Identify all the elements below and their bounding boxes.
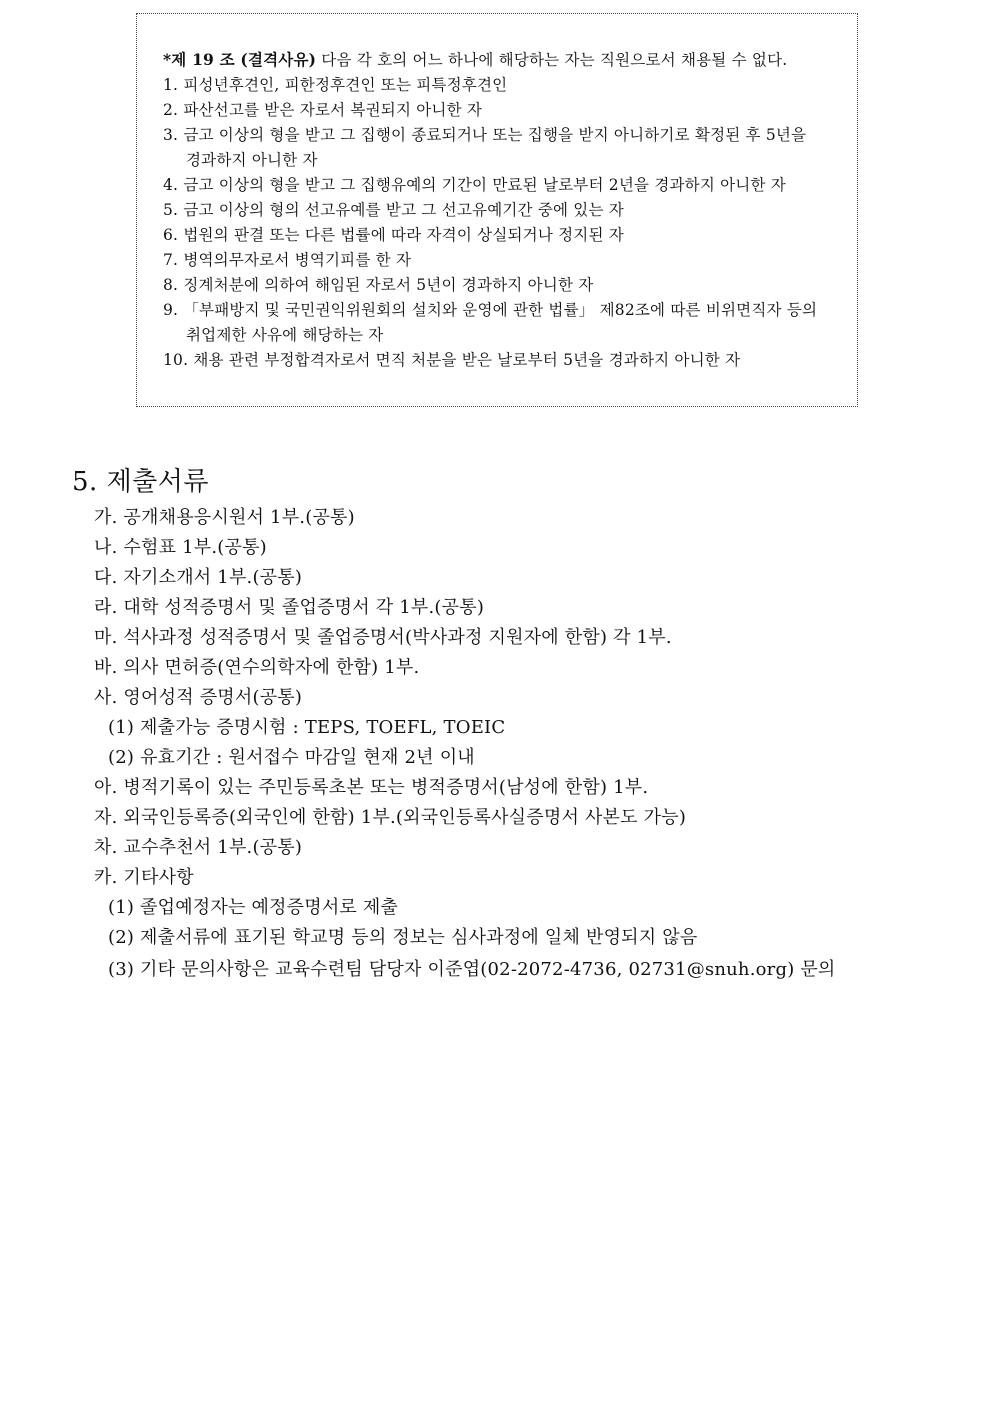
disqualification-item: 4. 금고 이상의 형을 받고 그 집행유예의 기간이 만료된 날로부터 2년을 경과하지 아니한 자 <box>163 176 786 194</box>
disqualification-item-continued: 취업제한 사유에 해당하는 자 <box>186 326 384 344</box>
document-item: 카. 기타사항 <box>94 867 194 888</box>
disqualification-item-continued: 경과하지 아니한 자 <box>186 151 318 169</box>
disqualification-item: 10. 채용 관련 부정합격자로서 면직 처분을 받은 날로부터 5년을 경과하지 아니한 자 <box>163 351 741 369</box>
document-item: 바. 의사 면허증(연수의학자에 한함) 1부. <box>94 657 420 678</box>
section-title: 5. 제출서류 <box>72 467 210 497</box>
heading-text: 다음 각 호의 어느 하나에 해당하는 자는 직원으로서 채용될 수 없다. <box>316 51 788 69</box>
document-subitem: (1) 졸업예정자는 예정증명서로 제출 <box>108 897 399 918</box>
disqualification-item: 5. 금고 이상의 형의 선고유예를 받고 그 선고유예기간 중에 있는 자 <box>163 201 624 219</box>
document-item: 라. 대학 성적증명서 및 졸업증명서 각 1부.(공통) <box>94 597 485 618</box>
document-item: 가. 공개채용응시원서 1부.(공통) <box>94 507 355 528</box>
disqualification-item: 3. 금고 이상의 형을 받고 그 집행이 종료되거나 또는 집행을 받지 아니하기로 확정된 후 5년을 <box>163 126 807 144</box>
disqualification-heading <box>163 50 787 70</box>
article-number: *제 19 조 (결격사유) <box>163 50 317 69</box>
document-item: 마. 석사과정 성적증명서 및 졸업증명서(박사과정 지원자에 한함) 각 1부. <box>94 627 672 648</box>
document-subitem: (2) 제출서류에 표기된 학교명 등의 정보는 심사과정에 일체 반영되지 않음 <box>108 927 698 948</box>
document-subitem: (2) 유효기간 : 원서접수 마감일 현재 2년 이내 <box>108 747 475 768</box>
disqualification-item: 8. 징계처분에 의하여 해임된 자로서 5년이 경과하지 아니한 자 <box>163 276 594 294</box>
document-item: 나. 수험표 1부.(공통) <box>94 537 267 558</box>
disqualification-item: 9. 「부패방지 및 국민권익위원회의 설치와 운영에 관한 법률」 제82조에 따른 비위면직자 등의 <box>163 301 818 319</box>
disqualification-item: 6. 법원의 판결 또는 다른 법률에 따라 자격이 상실되거나 정지된 자 <box>163 226 624 244</box>
document-item: 사. 영어성적 증명서(공통) <box>94 687 303 708</box>
disqualification-item: 2. 파산선고를 받은 자로서 복권되지 아니한 자 <box>163 101 483 119</box>
document-item: 자. 외국인등록증(외국인에 한함) 1부.(외국인등록사실증명서 사본도 가능) <box>94 807 687 828</box>
disqualification-item: 1. 피성년후견인, 피한정후견인 또는 피특정후견인 <box>163 76 508 94</box>
document-item: 차. 교수추천서 1부.(공통) <box>94 837 303 858</box>
document-item: 아. 병적기록이 있는 주민등록초본 또는 병적증명서(남성에 한함) 1부. <box>94 777 649 798</box>
contact-info: (3) 기타 문의사항은 교육수련팀 담당자 이준엽(02-2072-4736, 02731@snuh.org) 문의 <box>108 959 836 980</box>
document-item: 다. 자기소개서 1부.(공통) <box>94 567 303 588</box>
document-subitem: (1) 제출가능 증명시험 : TEPS, TOEFL, TOEIC <box>108 717 506 738</box>
disqualification-item: 7. 병역의무자로서 병역기피를 한 자 <box>163 251 412 269</box>
